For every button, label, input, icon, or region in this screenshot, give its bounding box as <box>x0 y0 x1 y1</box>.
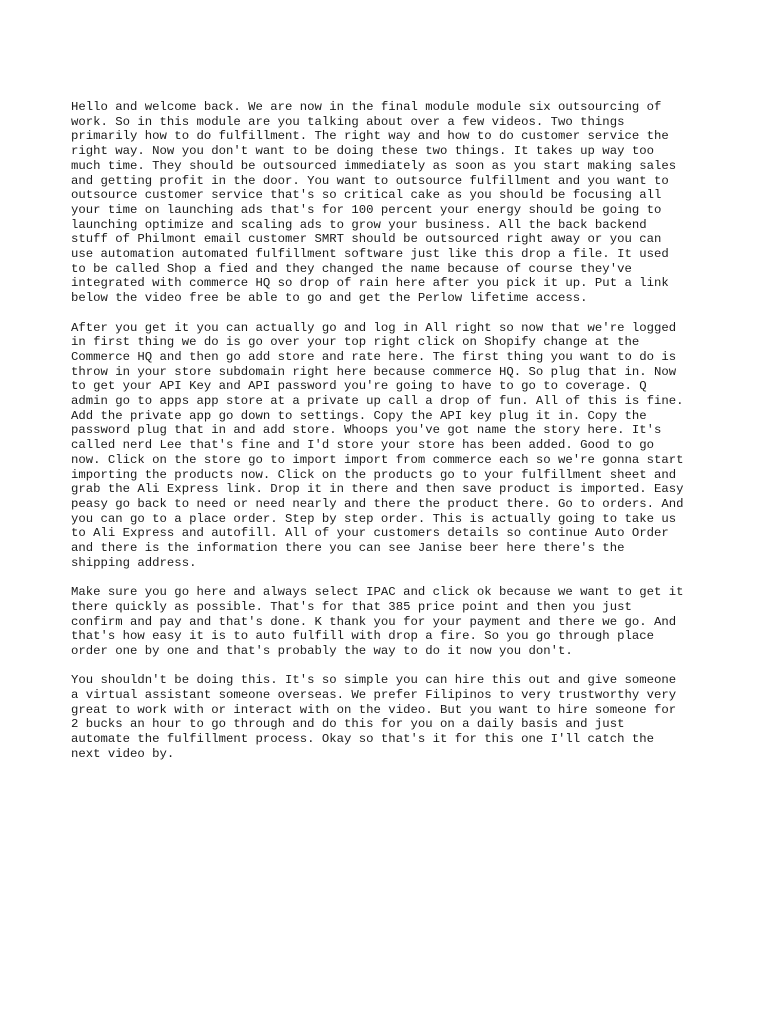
paragraph-2 <box>71 321 711 571</box>
text-line: to get your API Key and API password you're going to have to go to coverage. Q <box>71 379 647 394</box>
text-line: After you get it you can actually go and log in All right so now that we're logged <box>71 320 677 335</box>
text-line: there quickly as possible. That's for that 385 price point and then you just <box>71 599 632 614</box>
text-line: Hello and welcome back. We are now in the final module module six outsourcing of <box>71 100 662 114</box>
text-line: importing the products now. Click on the products go to your fulfillment sheet and <box>71 467 677 482</box>
text-line: below the video free be able to go and get the Perlow lifetime access. <box>71 291 588 306</box>
text-line: primarily how to do fulfillment. The right way and how to do customer service the <box>71 129 669 144</box>
paragraph-4 <box>71 673 711 761</box>
paragraph-1 <box>71 100 711 306</box>
text-line: next video by. <box>71 746 175 761</box>
text-line: your time on launching ads that's for 100 percent your energy should be going to <box>71 202 662 217</box>
text-line: called nerd Lee that's fine and I'd store your store has been added. Good to go <box>71 438 654 453</box>
paragraph-3 <box>71 585 711 659</box>
text-line: to Ali Express and autofill. All of your customers details so continue Auto Order <box>71 526 669 541</box>
text-line: automate the fulfillment process. Okay so that's it for this one I'll catch the <box>71 732 654 747</box>
text-line: use automation automated fulfillment software just like this drop a file. It used <box>71 247 669 262</box>
text-line: grab the Ali Express link. Drop it in there and then save product is imported. Easy <box>71 482 684 497</box>
text-line: You shouldn't be doing this. It's so simple you can hire this out and give someone <box>71 673 677 688</box>
text-line: to be called Shop a fied and they changed the name because of course they've <box>71 261 632 276</box>
text-line: password plug that in and add store. Whoops you've got name the story here. It's <box>71 423 662 438</box>
text-line: Make sure you go here and always select IPAC and click ok because we want to get it <box>71 585 684 600</box>
text-line: confirm and pay and that's done. K thank you for your payment and there we go. And <box>71 614 677 629</box>
text-line: much time. They should be outsourced immediately as soon as you start making sales <box>71 158 677 173</box>
text-line: Commerce HQ and then go add store and rate here. The first thing you want to do is <box>71 349 677 364</box>
text-line: and there is the information there you can see Janise beer here there's the <box>71 541 625 556</box>
document-page <box>71 100 711 776</box>
text-line: and getting profit in the door. You want to outsource fulfillment and you want to <box>71 173 669 188</box>
text-line: shipping address. <box>71 555 197 570</box>
text-line: now. Click on the store go to import import from commerce each so we're gonna start <box>71 452 684 467</box>
text-line: admin go to apps app store at a private up call a drop of fun. All of this is fine. <box>71 394 684 409</box>
text-line: you can go to a place order. Step by step order. This is actually going to take us <box>71 511 677 526</box>
text-line: throw in your store subdomain right here because commerce HQ. So plug that in. Now <box>71 364 677 379</box>
text-line: peasy go back to need or need nearly and there the product there. Go to orders. And <box>71 496 684 511</box>
text-line: launching optimize and scaling ads to grow your business. All the back backend <box>71 217 647 232</box>
text-line: order one by one and that's probably the way to do it now you don't. <box>71 643 573 658</box>
text-line: great to work with or interact with on the video. But you want to hire someone for <box>71 702 677 717</box>
text-line: stuff of Philmont email customer SMRT should be outsourced right away or you can <box>71 232 662 247</box>
text-line: a virtual assistant someone overseas. We prefer Filipinos to very trustworthy very <box>71 688 677 703</box>
text-line: outsource customer service that's so critical cake as you should be focusing all <box>71 188 662 203</box>
text-line: in first thing we do is go over your top right click on Shopify change at the <box>71 335 640 350</box>
text-line: right way. Now you don't want to be doing these two things. It takes up way too <box>71 144 654 159</box>
text-line: Add the private app go down to settings. Copy the API key plug it in. Copy the <box>71 408 647 423</box>
text-line: that's how easy it is to auto fulfill with drop a fire. So you go through place <box>71 629 654 644</box>
text-line: work. So in this module are you talking about over a few videos. Two things <box>71 114 625 129</box>
text-line: integrated with commerce HQ so drop of rain here after you pick it up. Put a link <box>71 276 669 291</box>
text-line: 2 bucks an hour to go through and do this for you on a daily basis and just <box>71 717 625 732</box>
